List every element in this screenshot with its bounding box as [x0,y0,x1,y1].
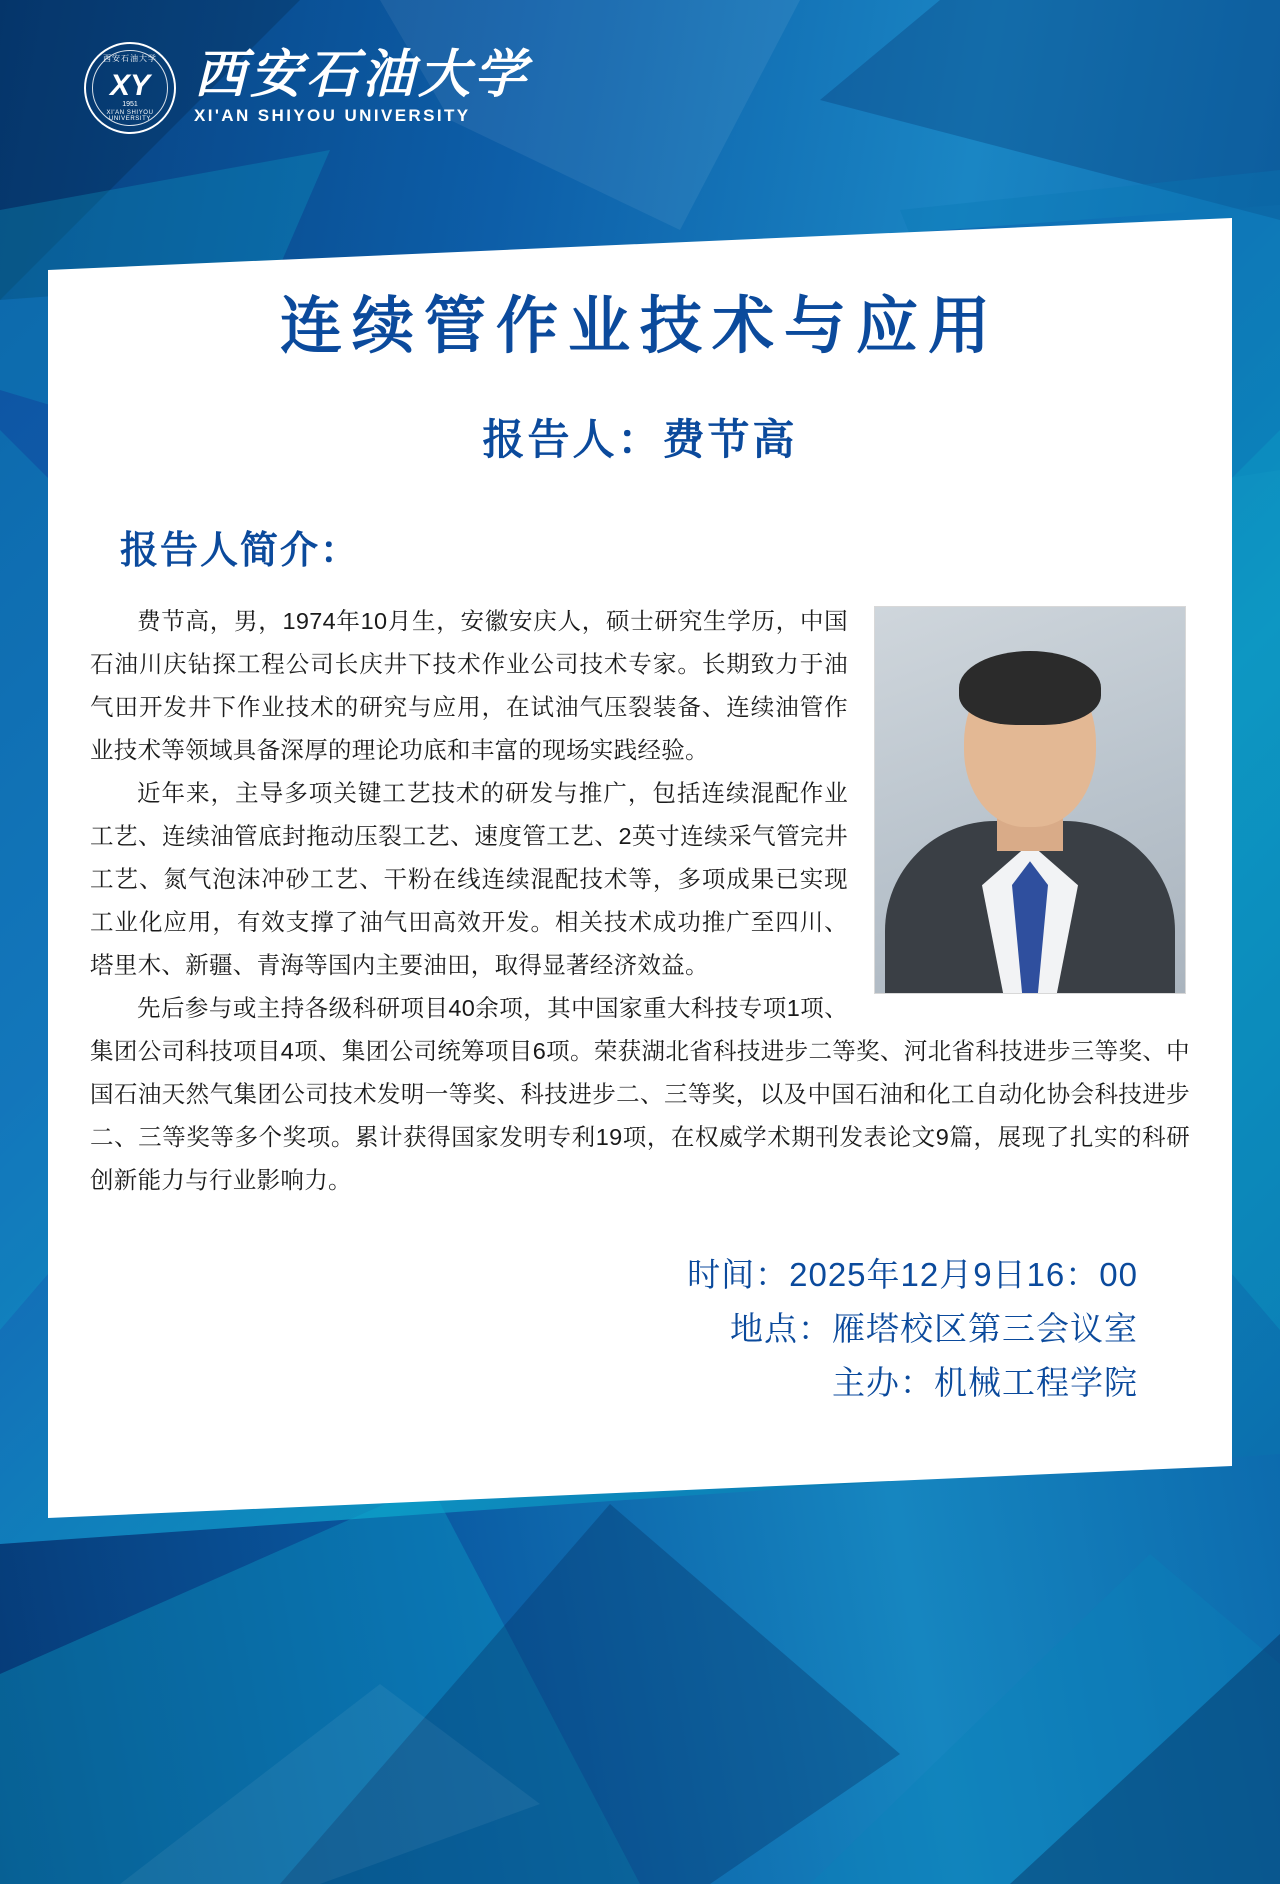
poster-content [48,250,1232,1520]
poster-title: 连续管作业技术与应用 [279,293,1000,361]
event-time: 时间：2025年12月9日16：00 [687,1256,1138,1294]
bio-body [90,600,1190,1202]
bio-paragraph-2: 近年来，主导多项关键工艺技术的研发与推广，包括连续混配作业工艺、连续油管底封拖动压裂工艺、速度管工艺、2英寸连续采气管完井工艺、氮气泡沫冲砂工艺、干粉在线连续混配技术等，多项成果已实现工业化应用，有效支撑了油气田高效开发。相关技术成功推广至四川、塔里木、新疆、青海等国内主要油田，取得显著经济效益。 [90,780,848,979]
university-wordmark [194,47,531,126]
bio-heading: 报告人简介： [120,530,361,573]
seal-top-text: 西安石油大学 [103,54,157,63]
seal-year: 1951 [122,101,138,108]
event-details [90,1248,1190,1410]
bio-paragraph-3: 先后参与或主持各级科研项目40余项，其中国家重大科技专项1项、集团公司科技项目4项、集团公司统筹项目6项。荣获湖北省科技进步二等奖、河北省科技进步三等奖、中国石油天然气集团公司技术发明一等奖、科技进步二、三等奖，以及中国石油和化工自动化协会科技进步二、三等奖等多个奖项。累计获得国家发明专利19项，在权威学术期刊发表论文9篇，展现了扎实的科研创新能力与行业影响力。 [90,995,1190,1194]
event-place: 地点：雁塔校区第三会议室 [730,1310,1138,1348]
seal-bottom-text: XI'AN SHIYOU UNIVERSITY [106,110,154,122]
speaker-line: 报告人：费节高 [482,418,798,465]
portrait-hair [959,651,1101,725]
university-logo [84,42,530,134]
university-seal-icon [84,42,176,134]
university-name-en: XI'AN SHIYOU UNIVERSITY [194,106,471,125]
speaker-portrait [874,606,1186,994]
seal-monogram: XY [109,69,151,102]
event-host: 主办：机械工程学院 [832,1364,1138,1402]
university-name-cn: 西安石油大学 [194,47,531,104]
bio-paragraph-1: 费节高，男，1974年10月生，安徽安庆人，硕士研究生学历，中国石油川庆钻探工程公司长庆井下技术作业公司技术专家。长期致力于油气田开发井下作业技术的研究与应用，在试油气压裂装备、连续油管作业技术等领域具备深厚的理论功底和丰富的现场实践经验。 [90,608,848,764]
